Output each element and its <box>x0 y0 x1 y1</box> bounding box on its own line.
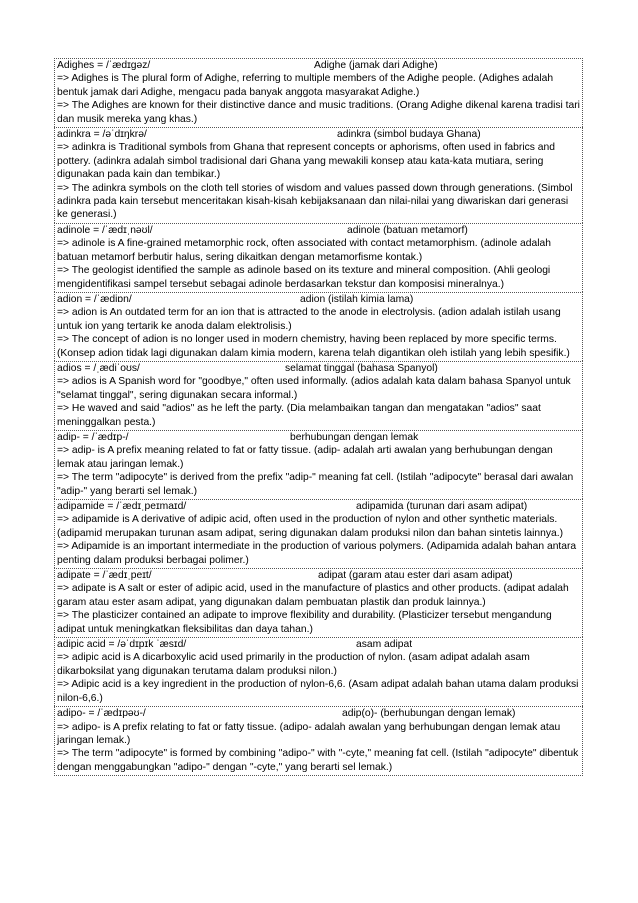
entry-example: => He waved and said "adios" as he left the party. (Dia melambaikan tangan dan mengatakan "adios" saat meninggalkan pesta.) <box>57 403 541 428</box>
entry-header <box>57 431 580 444</box>
entry-translation: berhubungan dengan lemak <box>290 431 419 443</box>
dictionary-entry <box>54 127 583 223</box>
entry-header <box>57 569 580 582</box>
dictionary-entry <box>54 706 583 776</box>
entry-term: adion = /ˈædiɒn/ <box>57 293 132 305</box>
entry-example: => The term "adipocyte" is derived from the prefix "adip-" meaning fat cell. (Istilah "adipocyte" berasal dari awalan "adip-" yang berarti sel lemak.) <box>57 472 574 497</box>
entry-definition: => adip- is A prefix meaning related to fat or fatty tissue. (adip- adalah arti awalan yang berhubungan dengan lemak atau jaringan lemak.) <box>57 445 553 470</box>
entry-translation: adipat (garam atau ester dari asam adipat) <box>318 570 513 582</box>
dictionary-sheet <box>54 58 583 776</box>
entry-definition: => adipic acid is A dicarboxylic acid used primarily in the production of nylon. (asam adipat adalah asam dikarboksilat yang digunakan terutama dalam produksi nilon.) <box>57 652 530 677</box>
dictionary-entry <box>54 292 583 361</box>
entry-header <box>57 362 580 375</box>
entry-header <box>57 293 580 306</box>
entry-header <box>57 638 580 651</box>
entry-translation: Adighe (jamak dari Adighe) <box>314 60 438 71</box>
entry-definition: => adipamide is A derivative of adipic acid, often used in the production of nylon and other synthetic materials. (adipamid merupakan turunan asam adipat, sering digunakan dalam produksi nilon dan bahan sintetis lainnya.) <box>57 514 564 539</box>
entry-term: adipic acid = /əˈdɪpɪk ˈæsɪd/ <box>57 639 187 651</box>
dictionary-entry <box>54 499 583 568</box>
entry-definition: => adios is A Spanish word for "goodbye," often used informally. (adios adalah kata dalam bahasa Spanyol untuk "selamat tinggal", sering digunakan secara informal.) <box>57 376 571 401</box>
entry-definition: => Adighes is The plural form of Adighe, referring to multiple members of the Adighe people. (Adighes adalah bentuk jamak dari Adighe, mengacu pada banyak anggota masyarakat Adighe.) <box>57 73 554 98</box>
entry-term: adipo- = /ˈædɪpəʊ-/ <box>57 708 146 720</box>
entry-term: adinole = /ˈædɪˌnəʊl/ <box>57 224 153 236</box>
entry-example: => The plasticizer contained an adipate to improve flexibility and durability. (Plasticizer tersebut mengandung adipat untuk meningkatkan fleksibilitas dan daya tahan.) <box>57 610 552 635</box>
entry-example: => Adipic acid is a key ingredient in the production of nylon-6,6. (Asam adipat adalah bahan utama dalam produksi nilon-6,6.) <box>57 679 579 704</box>
entry-term: Adighes = /ˈædɪgəz/ <box>57 60 151 71</box>
entry-term: adip- = /ˈædɪp-/ <box>57 431 129 443</box>
entry-definition: => adinole is A fine-grained metamorphic rock, often associated with contact metamorphism. (adinole adalah batuan metamorf berbutir halus, sering dikaitkan dengan metamorfisme kontak.) <box>57 238 551 263</box>
entry-definition: => adinkra is Traditional symbols from Ghana that represent concepts or aphorisms, often used in fabrics and pottery. (adinkra adalah simbol tradisional dari Ghana yang mewakili konsep atau kata-kata mutiara, sering digunakan pada kain dan tembikar.) <box>57 142 555 181</box>
entry-term: adipate = /ˈædɪˌpeɪt/ <box>57 570 152 582</box>
dictionary-entry <box>54 361 583 430</box>
dictionary-entry <box>54 568 583 637</box>
dictionary-entry <box>54 637 583 706</box>
entry-translation: adinkra (simbol budaya Ghana) <box>337 129 481 141</box>
dictionary-entry <box>54 223 583 292</box>
entry-header <box>57 500 580 513</box>
entry-header <box>57 128 580 141</box>
entry-term: adipamide = /ˈædɪˌpeɪmaɪd/ <box>57 501 187 512</box>
entry-definition: => adipate is A salt or ester of adipic acid, used in the manufacture of plastics and other products. (adipat adalah garam atau ester asam adipat, yang digunakan dalam pembuatan plastik dan produk lainnya.) <box>57 583 569 608</box>
entry-term: adinkra = /əˈdɪŋkrə/ <box>57 129 147 141</box>
entry-header <box>57 224 580 237</box>
entry-translation: adipamida (turunan dari asam adipat) <box>356 501 528 512</box>
entry-example: => The concept of adion is no longer used in modern chemistry, having been replaced by more specific terms. (Konsep adion tidak lagi digunakan dalam kimia modern, karena telah digantikan oleh istilah yang lebih spesifik.) <box>57 334 570 359</box>
entry-example: => The adinkra symbols on the cloth tell stories of wisdom and values passed down through generations. (Simbol adinkra pada kain tersebut menceritakan kisah-kisah kebijaksanaan dan nilai-nilai yang diwariskan dari generasi ke generasi.) <box>57 182 573 221</box>
entry-definition: => adipo- is A prefix relating to fat or fatty tissue. (adipo- adalah awalan yang berhubungan dengan lemak atau jaringan lemak.) <box>57 721 561 746</box>
entry-translation: adion (istilah kimia lama) <box>300 293 414 305</box>
dictionary-entry <box>54 58 583 127</box>
entry-header <box>57 707 580 720</box>
entry-example: => Adipamide is an important intermediate in the production of various polymers. (Adipamida adalah bahan antara penting dalam produksi berbagai polimer.) <box>57 541 577 566</box>
entry-example: => The Adighes are known for their distinctive dance and music traditions. (Orang Adighe dikenal karena tradisi tari dan musik mereka yang khas.) <box>57 100 580 125</box>
entry-example: => The term "adipocyte" is formed by combining "adipo-" with "-cyte," meaning fat cell. (Istilah "adipocyte" dibentuk dengan menggabungkan "adipo-" dengan "-cyte," yang berarti sel lemak.) <box>57 748 579 773</box>
entry-translation: adinole (batuan metamorf) <box>347 224 468 236</box>
entry-header <box>57 59 580 72</box>
entry-translation: asam adipat <box>356 639 413 651</box>
entry-definition: => adion is An outdated term for an ion that is attracted to the anode in electrolysis. (adion adalah istilah usang untuk ion yang tertarik ke anoda dalam elektrolisis.) <box>57 307 561 332</box>
entry-example: => The geologist identified the sample as adinole based on its texture and mineral composition. (Ahli geologi mengidentifikasi sampel tersebut sebagai adinole berdasarkan tekstur dan komposisi mineralnya.) <box>57 265 551 290</box>
entry-translation: selamat tinggal (bahasa Spanyol) <box>285 362 438 374</box>
dictionary-entry <box>54 430 583 499</box>
entry-term: adios = /ˌædiˈoʊs/ <box>57 362 140 374</box>
entry-translation: adip(o)- (berhubungan dengan lemak) <box>342 708 516 720</box>
